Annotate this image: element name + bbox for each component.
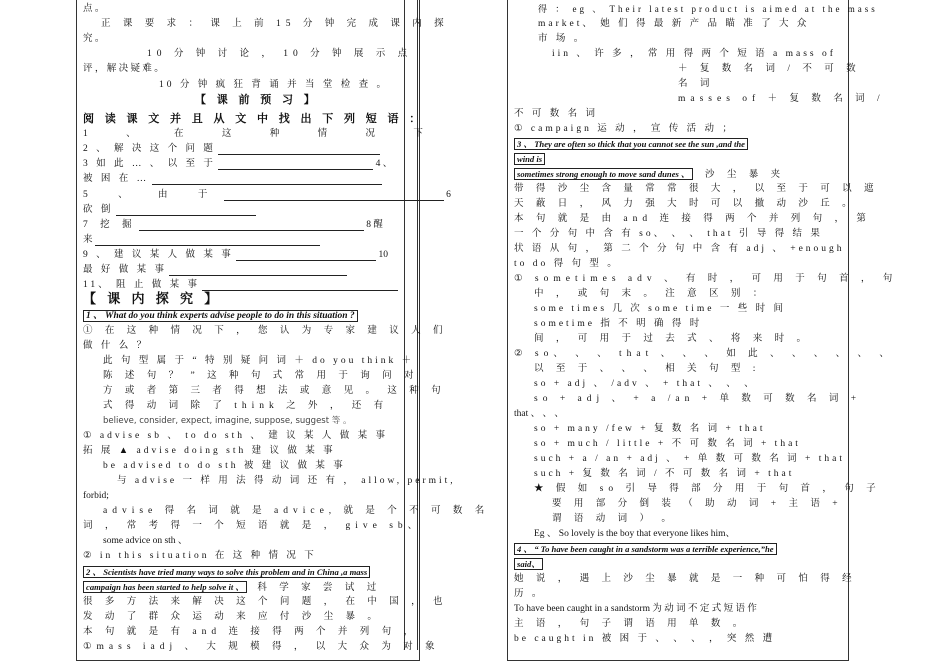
text-line: 词 ， 常 考 得 一 个 短 语 就 是 ， give sb、: [83, 521, 423, 531]
left-page-column: [76, 0, 490, 661]
text-line: 10 分 钟 疯 狂 背 诵 并 当 堂 检 查 。: [159, 80, 390, 90]
answer-blank[interactable]: [224, 190, 444, 201]
explore-section-title: 【 课 内 探 究 】: [83, 291, 222, 306]
text-line: 式 得 动 词 除 了 think 之 外 ， 还 有: [103, 401, 389, 411]
phrase-item: 1 、 在 这 种 情 况 下: [83, 129, 441, 139]
answer-blank[interactable]: [139, 220, 364, 231]
text-line: advise 得 名 词 就 是 advice, 就 是 个 不 可 数 名: [103, 506, 490, 516]
answer-blank[interactable]: [169, 265, 347, 276]
question-3-cont: wind is: [514, 153, 842, 165]
answer-blank[interactable]: [116, 205, 256, 216]
text-line: To have been caught in a sandstorm 为 动 词 不 定 式 短 语 作: [514, 604, 757, 614]
question-3: 3 、 They are often so thick that you cannot see the sun ,and the: [514, 138, 842, 150]
phrase-item: 11、 阻 止 做 某 事: [83, 279, 413, 291]
text-line: be advised to do sth 被 建 议 做 某 事: [103, 461, 346, 471]
text-line: ＋ 复 数 名 词 / 不 可 数: [678, 64, 861, 74]
text-line: forbid;: [83, 491, 109, 501]
text-line: 一 个 分 句 中 含 有 so、 、 、 that 引 导 得 结 果: [514, 229, 823, 239]
text-line: 名 词: [678, 79, 715, 89]
phrase-item: 5 、 由 于 6: [83, 190, 451, 200]
text-line: ② so、 、 、 that 、 、 、 如 此 、 、 、 、 、 、: [514, 349, 894, 359]
text-line: some times 几 次 some time 一 些 时 间: [534, 304, 786, 314]
text-line: some advice on sth 、: [103, 536, 188, 546]
question-4-cont: said、: [514, 558, 842, 570]
text-line: 本 句 就 是 有 and 连 接 得 两 个 并 列 句 ，: [83, 627, 418, 637]
phrase-item: 被 困 在 …: [83, 173, 413, 185]
text-line: believe, consider, expect, imagine, suppose, suggest 等 。: [103, 416, 352, 426]
phrase-item: 3 如 此 … 、 以 至 于 4 、: [83, 159, 393, 169]
answer-blank[interactable]: [218, 159, 373, 170]
text-line: 带 得 沙 尘 含 量 常 常 很 大 ， 以 至 于 可 以 遮: [514, 184, 879, 194]
text-line: 谓 语 动 词 ） 。: [552, 514, 676, 524]
text-line: 与 advise 一 样 用 法 得 动 词 还 有 ， allow, permit,: [117, 476, 456, 486]
text-line: 状 语 从 句 ， 第 二 个 分 句 中 含 有 adj 、 +enough: [514, 244, 845, 254]
text-line: 方 或 者 第 三 者 得 想 法 或 意 见 。 这 种 句: [103, 386, 446, 396]
phrase-item: 2 、 解 决 这 个 问 题: [83, 143, 413, 155]
text-line: ★ 假 如 so 引 导 得 部 分 用 于 句 首 ， 句 子: [534, 484, 881, 494]
text-line: 10 分 钟 讨 论 ， 10 分 钟 展 示 点: [147, 49, 413, 59]
phrase-item: 9 、 建 议 某 人 做 某 事 10: [83, 250, 389, 260]
text-line: so + adj 、 /adv 、 + that 、 、 、: [534, 379, 757, 389]
text-line: iin 、 许 多 ， 常 用 得 两 个 短 语 a mass of: [552, 49, 836, 59]
phrase-item: 最 好 做 某 事: [83, 264, 413, 276]
text-line: such + 复 数 名 词 / 不 可 数 名 词 + that: [534, 469, 795, 479]
text-line: so + many /few + 复 数 名 词 + that: [534, 424, 766, 434]
text-line: ① campaign 运 动 ， 宣 传 活 动 ；: [514, 124, 735, 134]
text-line: 中 ， 或 句 末 。 注 意 区 别 ：: [534, 289, 768, 299]
phrase-item: 7 挖 掘 8 醒: [83, 220, 383, 230]
question-3-cont: sometimes strong enough to move sand dunes 、 沙 尘 暴 夹: [514, 168, 842, 181]
text-line: 主 语 ， 句 子 谓 语 用 单 数 。: [514, 619, 748, 629]
answer-blank[interactable]: [202, 280, 398, 291]
text-line: 市 场 。: [538, 34, 587, 44]
text-line: ① advise sb 、 to do sth 、 建 议 某 人 做 某 事: [83, 431, 388, 441]
text-line: masses of ＋ 复 数 名 词 /: [678, 94, 885, 104]
text-line: 本 句 就 是 由 and 连 接 得 两 个 并 列 句 ， 第: [514, 214, 871, 224]
text-line: so + much / little + 不 可 数 名 词 + that: [534, 439, 801, 449]
text-line: Eg 、 So lovely is the boy that everyone likes him、: [534, 529, 736, 539]
reading-task-heading: 阅 读 课 文 并 且 从 文 中 找 出 下 列 短 语 ：: [83, 113, 425, 125]
text-line: 正 课 要 求 ： 课 上 前 15 分 钟 完 成 课 内 探: [101, 19, 449, 29]
text-line: 要 用 部 分 倒 装 （ 助 动 词 + 主 语 +: [552, 499, 843, 509]
text-line: ② in this situation 在 这 种 情 况 下: [83, 551, 317, 561]
phrase-item: 砍 倒: [83, 204, 413, 216]
text-line: 间 ， 可 用 于 过 去 式 、 将 来 时 。: [534, 334, 812, 344]
text-line: 以 至 于 、 、 、 相 关 句 型 :: [534, 364, 761, 374]
text-line: 不 可 数 名 词: [514, 109, 599, 119]
text-line: 拓 展 ▲ advise doing sth 建 议 做 某 事: [83, 446, 336, 456]
text-line: sometime 指 不 明 确 得 时: [534, 319, 703, 329]
text-line: 陈 述 句 ？ ” 这 种 句 式 常 用 于 询 问 对: [103, 371, 419, 381]
question-2-cont: campaign has been started to help solve it 、 科 学 家 尝 试 过: [83, 581, 413, 594]
preview-section-title: 【 课 前 预 习 】: [195, 94, 319, 106]
text-line: market、 她 们 得 最 新 产 品 瞄 准 了 大 众: [538, 19, 810, 29]
text-line: that 、 、 、: [514, 409, 564, 419]
question-4: 4 、 “ To have been caught in a sandstorm was a terrible experience,”he: [514, 543, 842, 555]
text-line: 很 多 方 法 来 解 决 这 个 问 题 ， 在 中 国 ， 也: [83, 597, 448, 607]
text-line: 究 。: [83, 34, 105, 44]
answer-blank[interactable]: [152, 174, 382, 185]
text-line: 点 。: [83, 4, 105, 14]
answer-blank[interactable]: [95, 235, 320, 246]
question-2: 2 、 Scientists have tried many ways to solve this problem and in China ,a mass: [83, 566, 370, 578]
answer-blank[interactable]: [218, 144, 380, 155]
text-line: 历 。: [514, 589, 545, 599]
text-line: such + a / an + adj 、 + 单 数 可 数 名 词 + that: [534, 454, 846, 464]
text-line: to do 得 句 型 。: [514, 259, 620, 269]
text-line: 做 什 么 ？: [83, 341, 150, 351]
text-line: ①mass iadj 、 大 规 模 得 ， 以 大 众 为 对 象: [83, 642, 440, 652]
text-line: 得 ： eg 、 Their latest product is aimed at the mass: [538, 4, 878, 14]
text-line: 发 动 了 群 众 运 动 来 应 付 沙 尘 暴 。: [83, 612, 382, 622]
question-1: 1 、 What do you think experts advise people to do in this situation ?: [83, 310, 358, 322]
text-line: 天 蔽 日 ， 风 力 强 大 时 可 以 撤 动 沙 丘 。: [514, 199, 857, 209]
right-page-column: [507, 0, 898, 661]
text-line: so + adj 、 + a /an + 单 数 可 数 名 词 +: [534, 394, 862, 404]
answer-blank[interactable]: [236, 250, 376, 261]
text-line: 评 ， 解 决 疑 难 。: [83, 64, 164, 74]
phrase-item: 来: [83, 234, 413, 246]
text-line: ① 在 这 种 情 况 下 ， 您 认 为 专 家 建 议 人 们: [83, 326, 448, 336]
text-line: ① sometimes adv 、 有 时 ， 可 用 于 句 首 ， 句: [514, 274, 898, 284]
text-line: be caught in 被 困 于 、 、 、 ， 突 然 遭: [514, 634, 776, 644]
text-line: 她 说 ， 遇 上 沙 尘 暴 就 是 一 种 可 怕 得 经: [514, 574, 857, 584]
text-line: 此 句 型 属 于 “ 特 别 疑 问 词 ＋ do you think ＋: [103, 356, 415, 366]
